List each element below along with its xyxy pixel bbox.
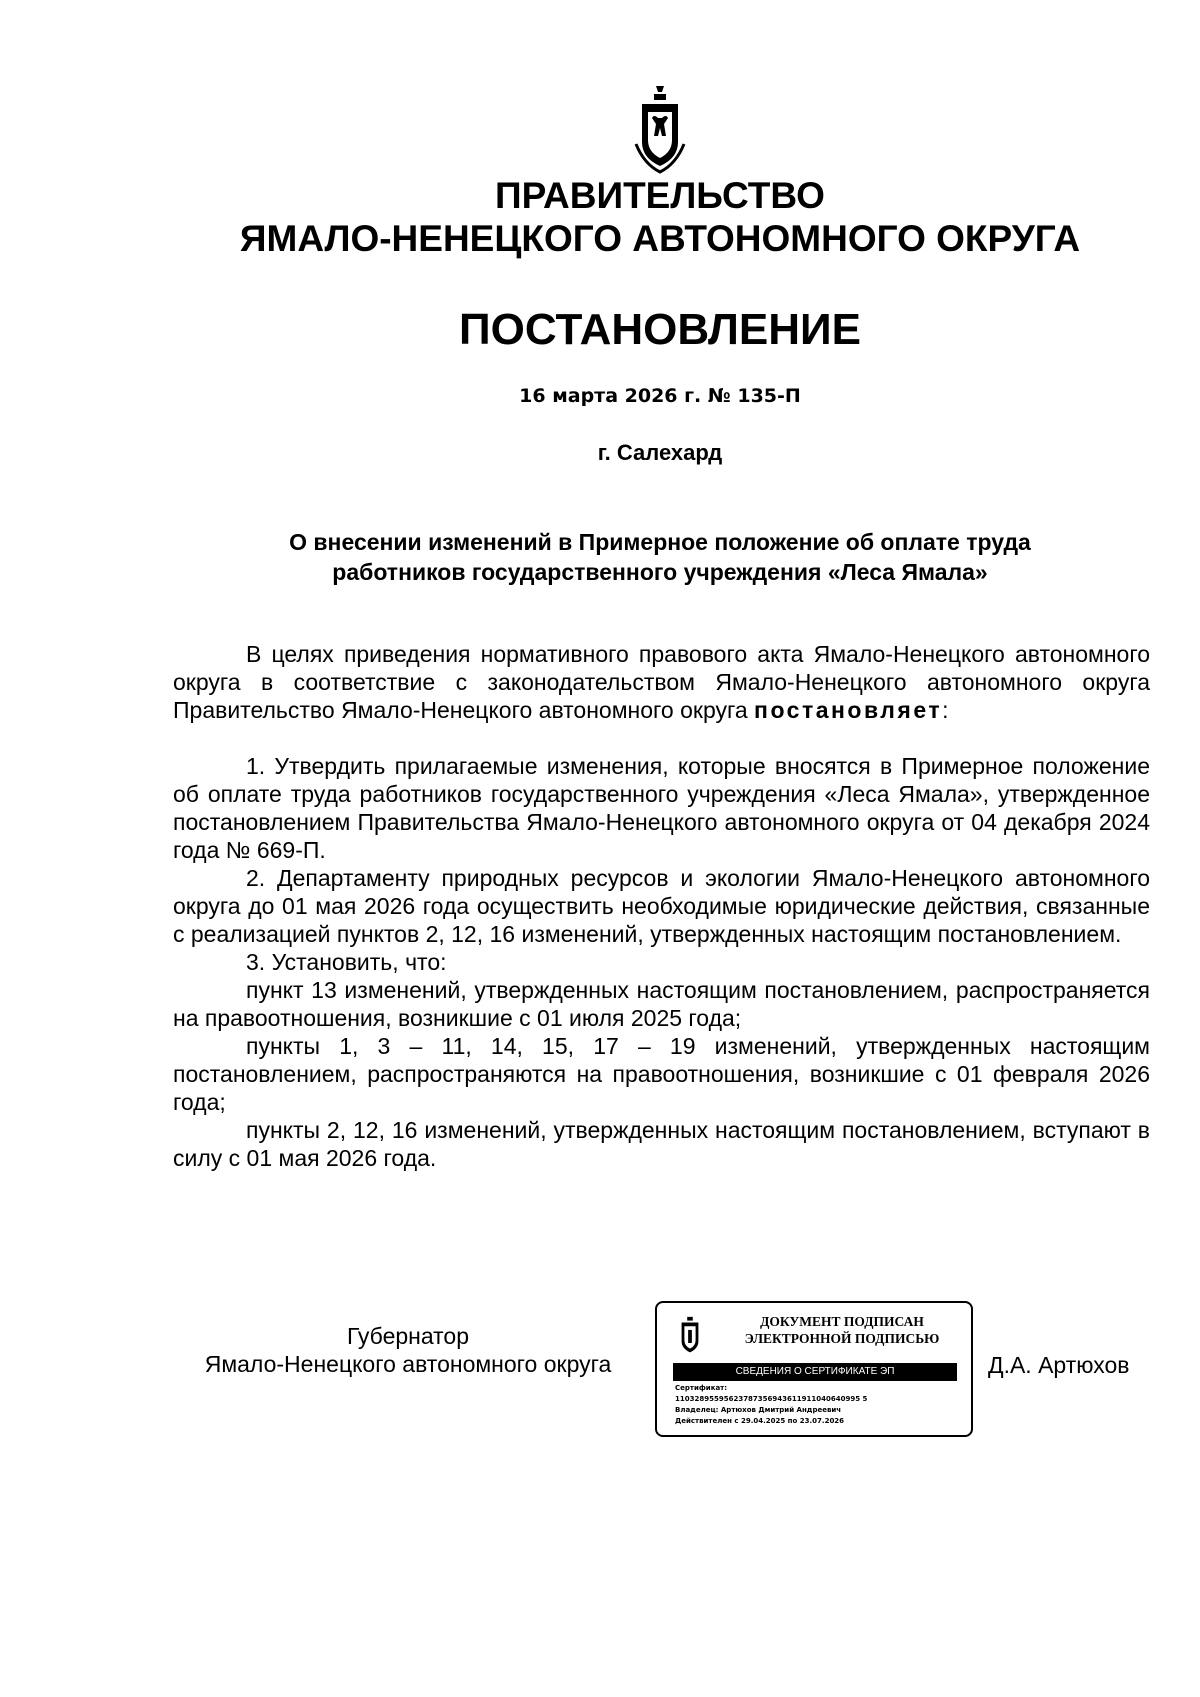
- resolves-word: постановляет: [754, 697, 943, 723]
- cert-label: Сертификат:: [675, 1384, 728, 1392]
- stamp-title-line2: ЭЛЕКТРОННОЙ ПОДПИСЬЮ: [744, 1331, 940, 1346]
- subject-line2: работников государственного учреждения «Леса Ямала»: [332, 559, 988, 585]
- place-of-issue: г. Салехард: [597, 440, 723, 465]
- subject-line1: О внесении изменений в Примерное положение об оплате труда: [289, 529, 1031, 555]
- item-paragraph: пункты 2, 12, 16 изменений, утвержденных настоящим постановлением, вступают в силу с 01 мая 2026 года.: [173, 1117, 1150, 1171]
- item-paragraph: 3. Установить, что:: [246, 949, 447, 975]
- stamp-title: [717, 1313, 967, 1347]
- stamp-certificate-bar: СВЕДЕНИЯ О СЕРТИФИКАТЕ ЭП: [673, 1363, 957, 1381]
- electronic-signature-stamp: [655, 1301, 973, 1437]
- cert-validity: Действителен с 29.04.2025 по 23.07.2026: [675, 1417, 845, 1425]
- item-paragraph: пункты 1, 3 – 11, 14, 15, 17 – 19 изменений, утвержденных настоящим постановлением, распространяются на правоотношения, возникшие с 01 февраля 2026 года;: [173, 1033, 1150, 1115]
- preamble-text: В целях приведения нормативного правового акта Ямало-Ненецкого автономного округа в соответствие с законодательством Ямало-Ненецкого автономного округа Правительство Ямало-Ненецкого автономного округа: [173, 641, 1150, 723]
- signer-role-line2: Ямало-Ненецкого автономного округа: [204, 1351, 612, 1377]
- signer-role-line1: Губернатор: [346, 1323, 470, 1349]
- document-body: [173, 640, 1150, 1172]
- government-title-line2: ЯМАЛО-НЕНЕЦКОГО АВТОНОМНОГО ОКРУГА: [239, 218, 1081, 259]
- document-subject: [176, 527, 1144, 587]
- item-paragraph: 2. Департаменту природных ресурсов и экологии Ямало-Ненецкого автономного округа до 01 мая 2026 года осуществить необходимые юридические действия, связанные с реализацией пунктов 2, 12, 16 изменений, утвержденных настоящим постановлением.: [173, 865, 1150, 947]
- government-title-line1: ПРАВИТЕЛЬСТВО: [495, 175, 825, 216]
- stamp-title-line1: ДОКУМЕНТ ПОДПИСАН: [760, 1314, 924, 1329]
- item-paragraph: пункт 13 изменений, утвержденных настоящим постановлением, распространяется на правоотношения, возникшие с 01 июля 2025 года;: [173, 977, 1150, 1031]
- stamp-certificate-details: [675, 1383, 965, 1427]
- signer-role: [173, 1322, 643, 1378]
- preamble-paragraph: [173, 640, 1150, 724]
- coat-of-arms-emblem: [634, 84, 686, 174]
- stamp-emblem-icon: [677, 1315, 703, 1357]
- cert-owner: Владелец: Артюхов Дмитрий Андреевич: [675, 1406, 842, 1414]
- document-type: ПОСТАНОВЛЕНИЕ: [458, 305, 862, 354]
- signer-name: Д.А. Артюхов: [988, 1352, 1130, 1378]
- resolves-colon: :: [942, 697, 949, 723]
- date-and-number: 16 марта 2026 г. № 135-П: [519, 385, 801, 407]
- item-paragraph: 1. Утвердить прилагаемые изменения, которые вносятся в Примерное положение об оплате труда работников государственного учреждения «Леса Ямала», утвержденное постановлением Правительства Ямало-Ненецкого автономного округа от 04 декабря 2024 года № 669-П.: [173, 753, 1150, 863]
- cert-number: 11032895595623787356943611911040640995 5: [675, 1395, 868, 1403]
